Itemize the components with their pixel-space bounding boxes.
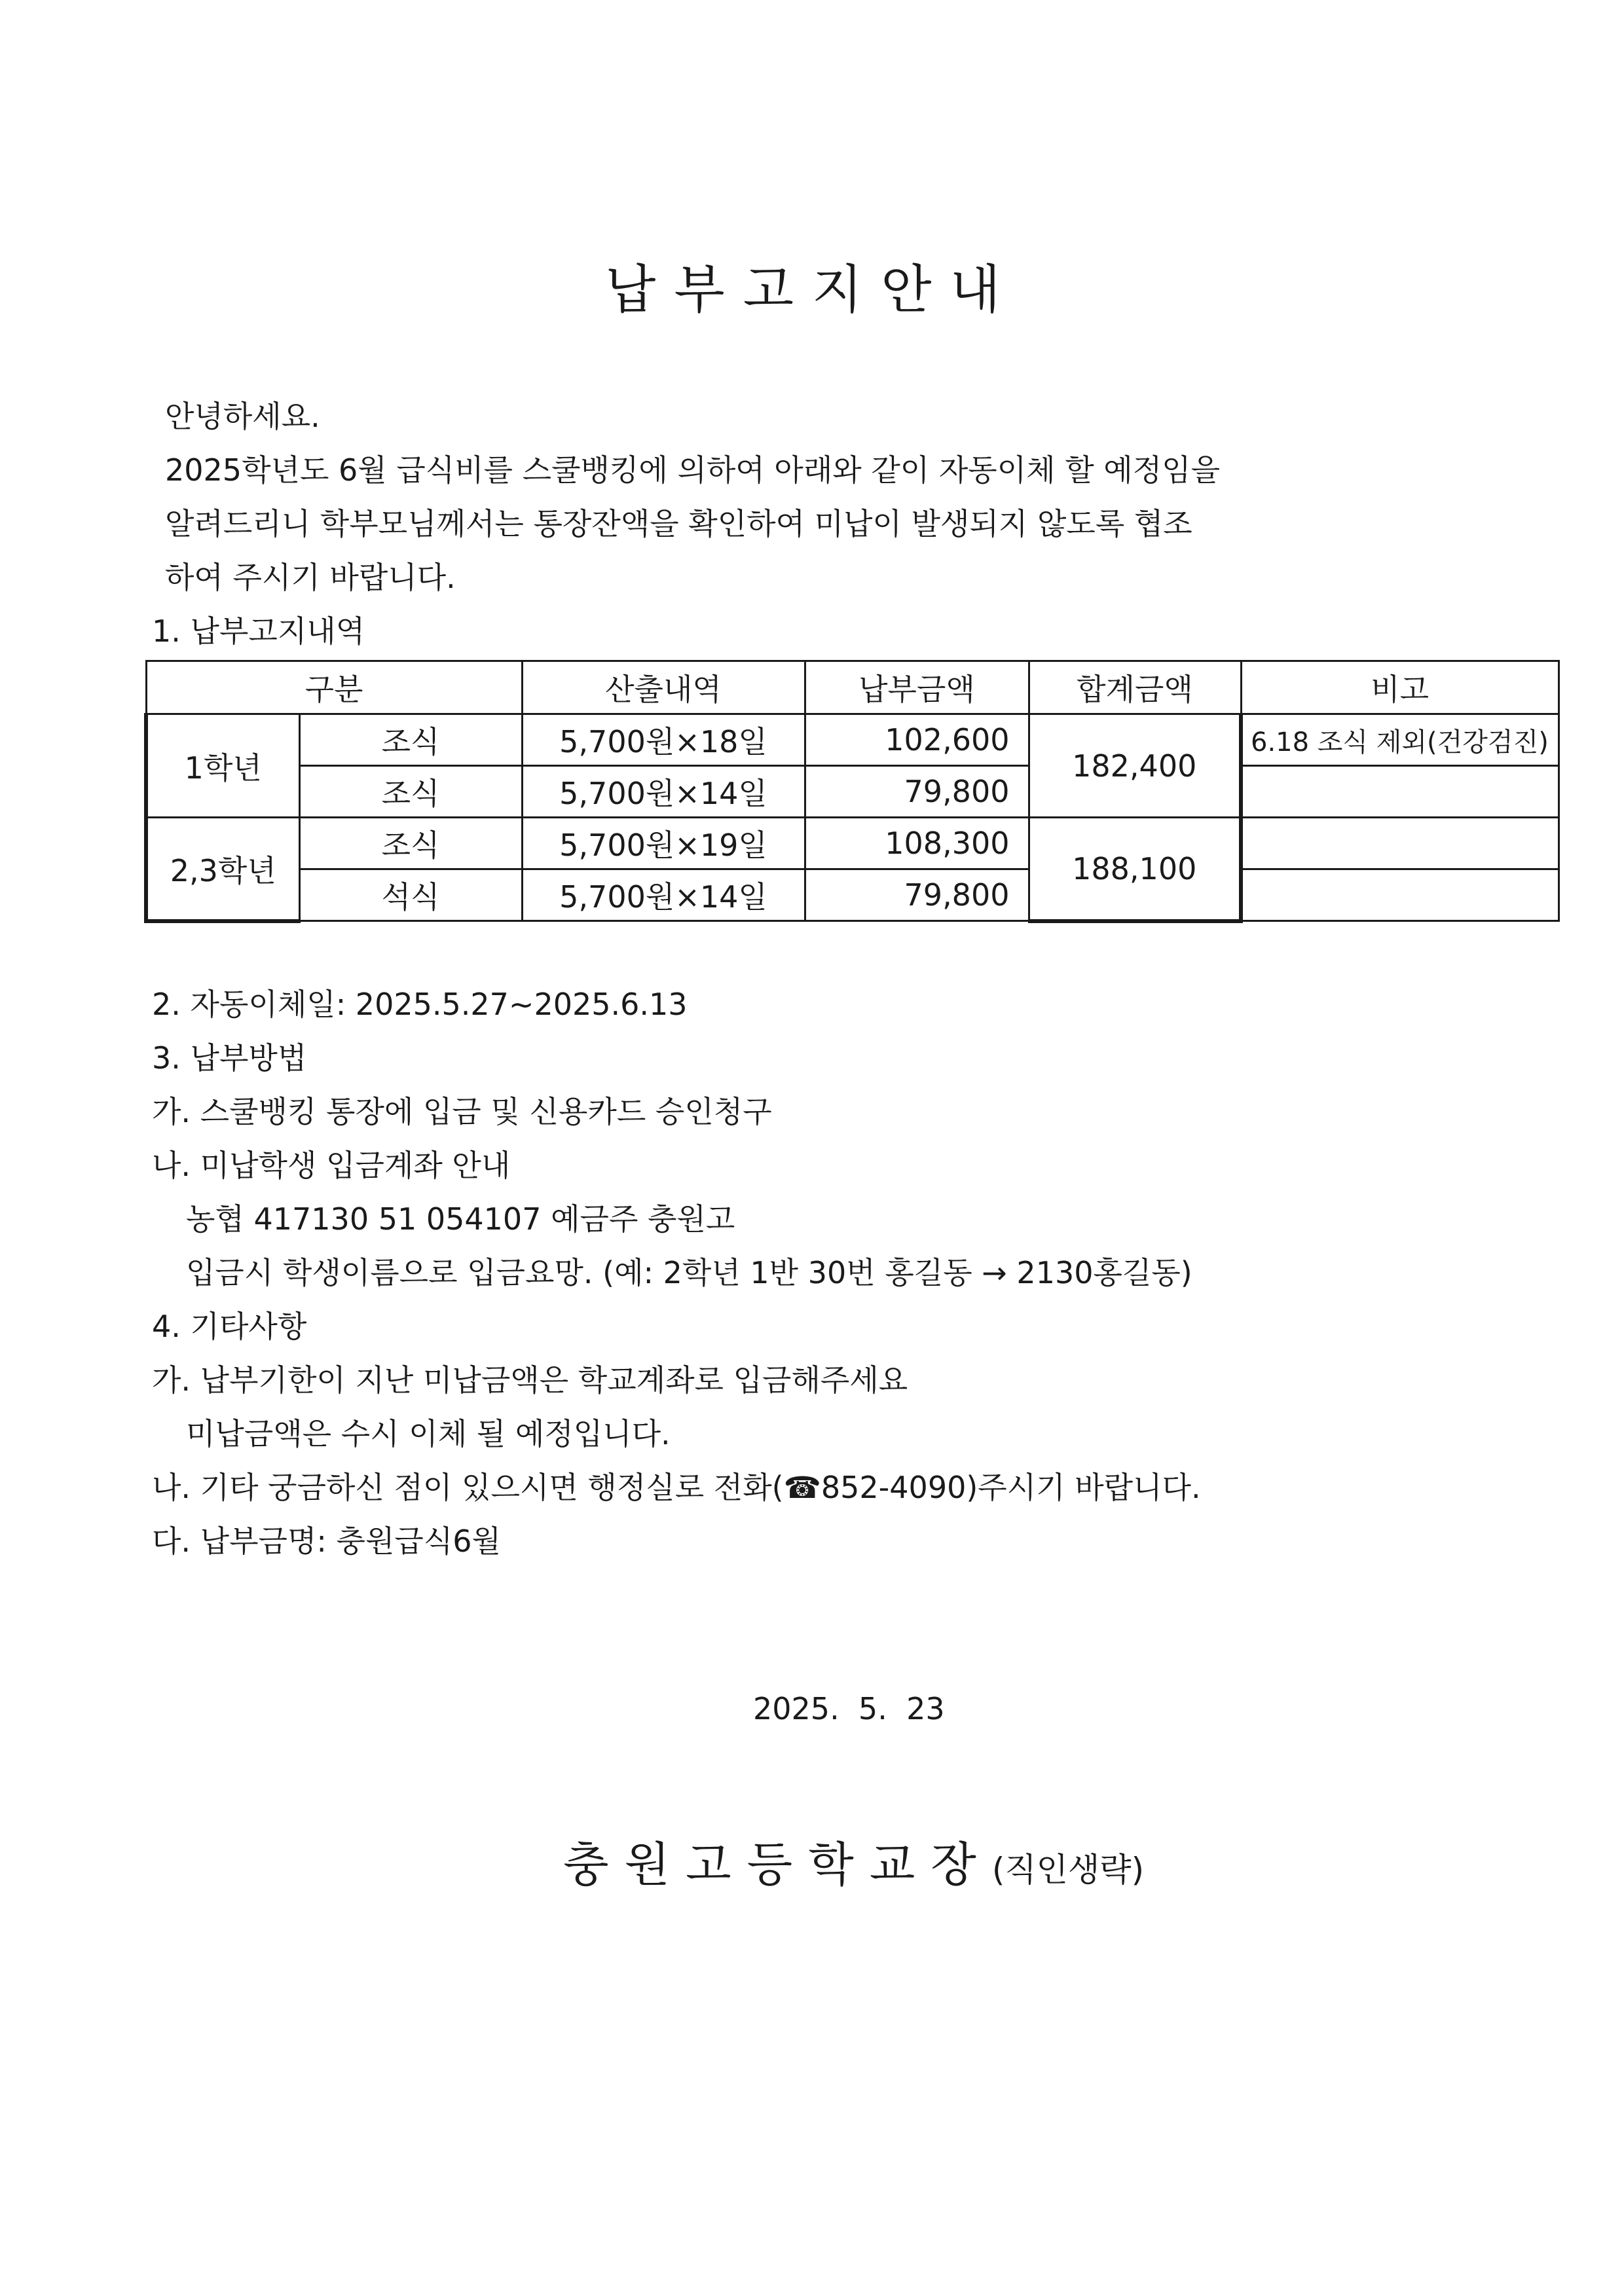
note-cell [1241,869,1559,921]
school-principal-name: 충원고등학교장 [563,1837,992,1892]
calc-cell: 5,700원×14일 [522,869,805,921]
header-total: 합계금액 [1029,661,1241,714]
table-row [146,818,1559,869]
document-title: 납부고지안내 [605,259,1019,320]
deposit-note: 입금시 학생이름으로 입금요망. (예: 2학년 1반 30번 홍길동 → 2130홍길동) [186,1255,1192,1290]
table-row [146,869,1559,921]
intro-line-3: 하여 주시기 바랍니다. [165,560,456,595]
header-category: 구분 [146,661,522,714]
section-3-item-a: 가. 스쿨뱅킹 통장에 입금 및 신용카드 승인청구 [152,1094,772,1129]
meal-cell: 조식 [299,818,522,869]
intro-line-2: 알려드리니 학부모님께서는 통장잔액을 확인하여 미납이 발생되지 않도록 협조 [165,506,1192,541]
bank-account: 농협 417130 51 054107 예금주 충원고 [186,1201,735,1237]
greeting: 안녕하세요. [165,399,320,434]
amount-cell: 108,300 [805,818,1029,869]
grade-cell: 1학년 [146,714,299,818]
seal-omitted-note: (직인생략) [991,1851,1145,1889]
fee-table [144,660,1560,923]
section-1-heading: 1. 납부고지내역 [152,613,365,649]
section-4-item-a: 가. 납부기한이 지난 미납금액은 학교계좌로 입금해주세요 [152,1362,908,1398]
total-cell: 182,400 [1029,714,1241,818]
section-4-heading: 4. 기타사항 [152,1309,307,1344]
note-cell [1241,818,1559,869]
meal-cell: 조식 [299,766,522,818]
calc-cell: 5,700원×19일 [522,818,805,869]
signature-block [563,1827,1144,1895]
fee-table-header [146,661,1559,714]
amount-cell: 79,800 [805,869,1029,921]
section-4-item-c: 다. 납부금명: 충원급식6월 [152,1523,501,1559]
header-amount: 납부금액 [805,661,1029,714]
amount-cell: 79,800 [805,766,1029,818]
header-calc: 산출내역 [522,661,805,714]
section-3-item-b: 나. 미납학생 입금계좌 안내 [152,1148,511,1183]
header-note: 비고 [1241,661,1559,714]
intro-line-1: 2025학년도 6월 급식비를 스쿨뱅킹에 의하여 아래와 같이 자동이체 할 예정임을 [165,452,1221,488]
meal-cell: 조식 [299,714,522,766]
table-row [146,714,1559,766]
calc-cell: 5,700원×14일 [522,766,805,818]
section-2-autotransfer: 2. 자동이체일: 2025.5.27~2025.6.13 [152,987,688,1022]
calc-cell: 5,700원×18일 [522,714,805,766]
amount-cell: 102,600 [805,714,1029,766]
total-cell: 188,100 [1029,818,1241,921]
section-4-item-b: 나. 기타 궁금하신 점이 있으시면 행정실로 전화(☎852-4090)주시기 바랍니다. [152,1470,1201,1505]
note-cell [1241,766,1559,818]
table-row [146,766,1559,818]
document-date: 2025. 5. 23 [753,1691,945,1726]
meal-cell: 석식 [299,869,522,921]
section-3-heading: 3. 납부방법 [152,1040,307,1076]
note-cell: 6.18 조식 제외(건강검진) [1241,714,1559,766]
section-4-item-a-continued: 미납금액은 수시 이체 될 예정입니다. [186,1416,671,1451]
grade-cell: 2,3학년 [146,818,299,921]
